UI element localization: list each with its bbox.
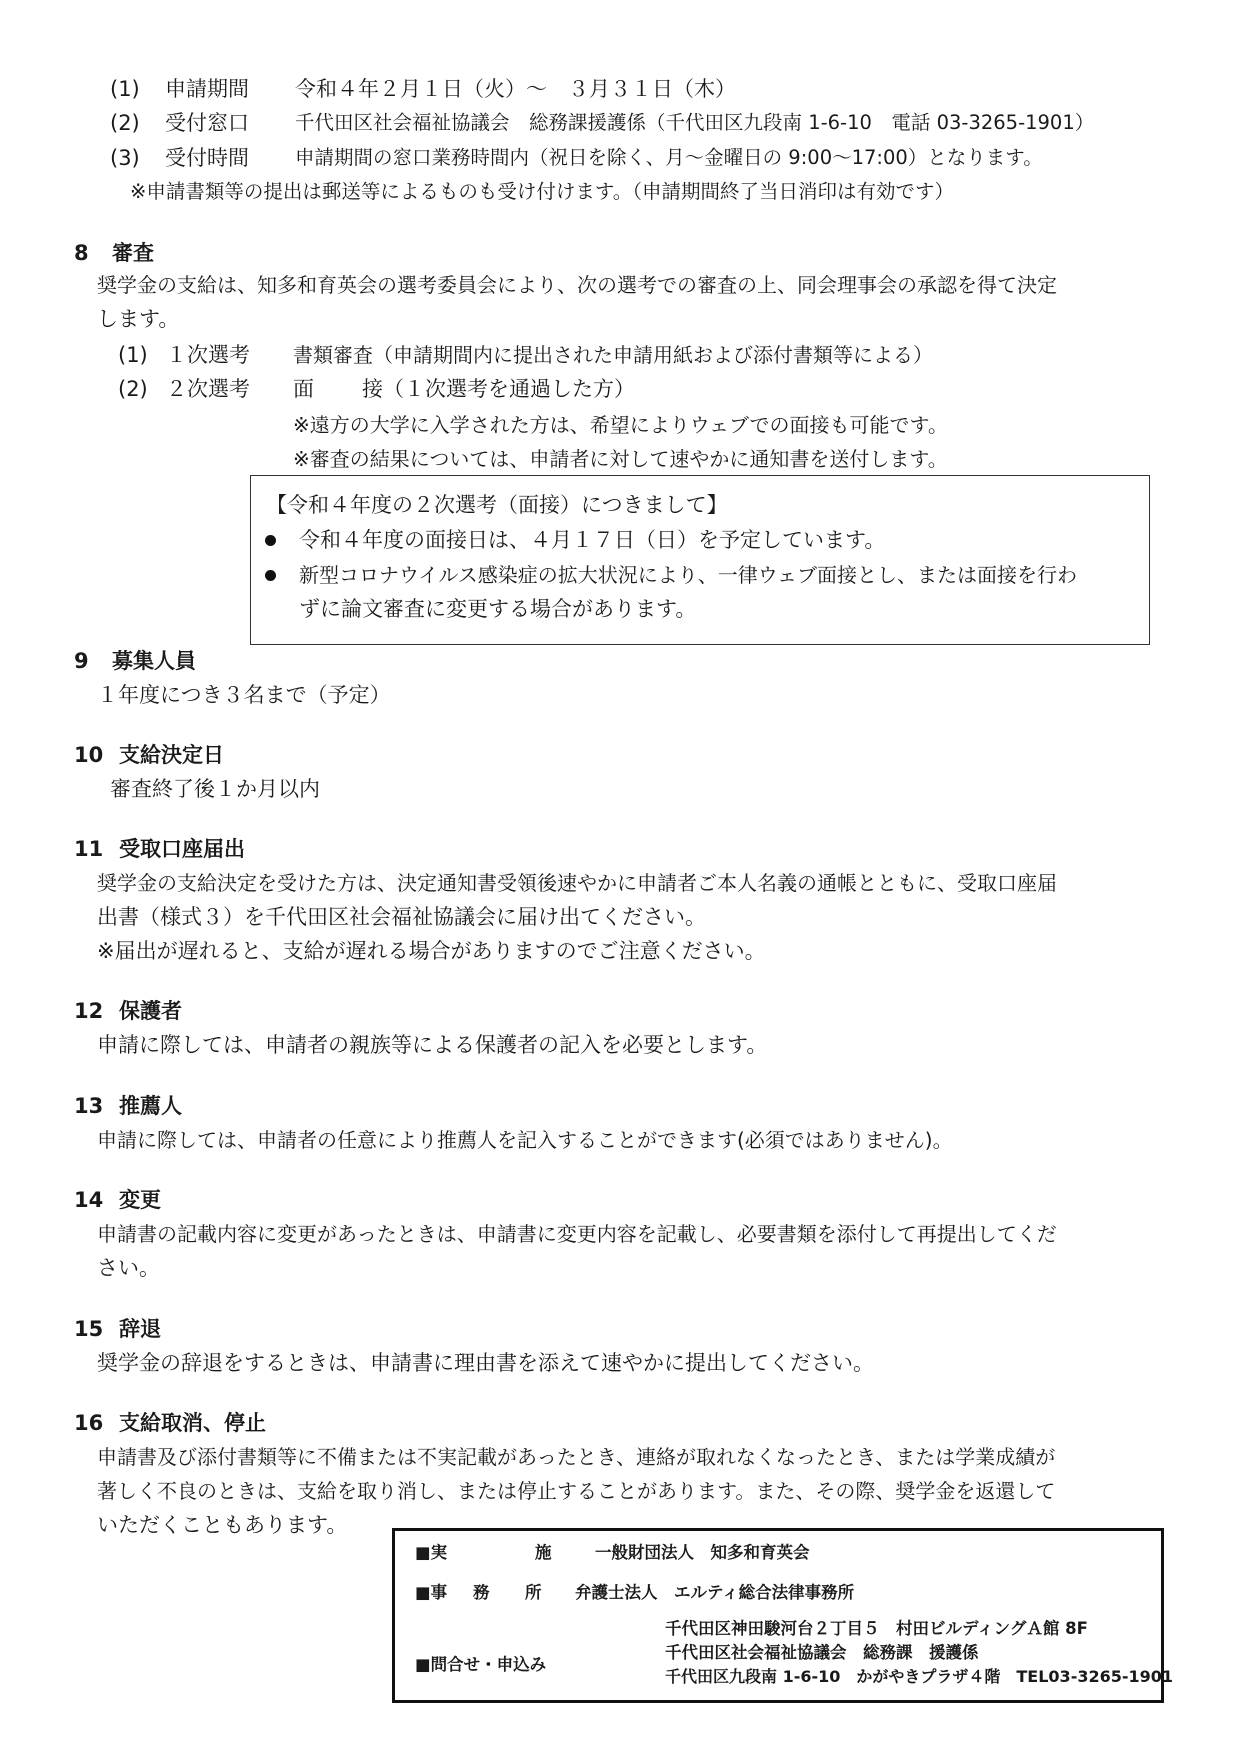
section-number: 8 <box>74 241 89 265</box>
section-16-body-line-3: いただくこともあります。 <box>97 1513 348 1537</box>
application-note: ※申請書類等の提出は郵送等によるものも受け付けます。（申請期間終了当日消印は有効です） <box>130 180 955 203</box>
office-label-b: 務 <box>473 1583 490 1602</box>
section-number: 11 <box>74 837 104 861</box>
section-11-body-line-2: 出書（様式３）を千代田区社会福祉協議会に届け出てください。 <box>97 905 706 929</box>
notice-title: 【令和４年度の２次選考（面接）につきまして】 <box>266 493 728 517</box>
contact-value-1: 千代田区社会福祉協議会 総務課 援護係 <box>665 1643 979 1662</box>
office-label-a: ■事 <box>415 1583 448 1602</box>
section-number: 9 <box>74 649 89 673</box>
section-title: 辞退 <box>119 1317 161 1341</box>
item-number: (2) <box>110 111 140 135</box>
section-title: 審査 <box>112 241 154 265</box>
section-12-body: 申請に際しては、申請者の親族等による保護者の記入を必要とします。 <box>97 1033 768 1057</box>
selection-note-1: ※遠方の大学に入学された方は、希望によりウェブでの面接も可能です。 <box>293 413 948 437</box>
item-number: (3) <box>110 146 140 170</box>
section-number: 12 <box>74 999 104 1023</box>
section-title: 受取口座届出 <box>119 837 245 861</box>
bullet-icon <box>265 535 276 546</box>
item-value-b: 接（１次選考を通過した方） <box>362 377 635 401</box>
office-label-c: 所 <box>525 1583 542 1602</box>
item-label: ２次選考 <box>166 377 250 401</box>
section-title: 推薦人 <box>119 1094 182 1118</box>
item-value: 令和４年２月１日（火）～ ３月３１日（木） <box>295 77 736 101</box>
office-address: 千代田区神田駿河台２丁目５ 村田ビルディングＡ館 8F <box>665 1619 1088 1638</box>
section-title: 保護者 <box>119 999 182 1023</box>
contact-label: ■問合せ・申込み <box>415 1655 547 1674</box>
item-number: (1) <box>118 343 148 367</box>
section-13-body: 申請に際しては、申請者の任意により推薦人を記入することができます(必須ではありません)。 <box>97 1128 953 1152</box>
section-number: 13 <box>74 1094 104 1118</box>
section-title: 支給決定日 <box>119 743 224 767</box>
item-number: (1) <box>110 77 140 101</box>
section-14-body-line-2: さい。 <box>97 1256 160 1280</box>
section-title: 支給取消、停止 <box>119 1411 266 1435</box>
section-15-body: 奨学金の辞退をするときは、申請書に理由書を添えて速やかに提出してください。 <box>97 1351 874 1375</box>
section-11-body-line-1: 奨学金の支給決定を受けた方は、決定通知書受領後速やかに申請者ご本人名義の通帳とともに、受取口座届 <box>97 871 1057 895</box>
section-11-body-line-3: ※届出が遅れると、支給が遅れる場合がありますのでご注意ください。 <box>97 939 766 963</box>
item-label: 受付時間 <box>165 146 249 170</box>
item-label: 受付窓口 <box>165 111 249 135</box>
section-number: 16 <box>74 1411 104 1435</box>
section-title: 変更 <box>119 1188 161 1212</box>
item-value: 千代田区社会福祉協議会 総務課援護係（千代田区九段南 1-6-10 電話 03-3265-1901） <box>295 111 1095 134</box>
section-8-body-line-1: 奨学金の支給は、知多和育英会の選考委員会により、次の選考での審査の上、同会理事会の承認を得て決定 <box>97 273 1057 297</box>
notice-box <box>250 475 1150 645</box>
section-number: 10 <box>74 743 104 767</box>
item-value: 申請期間の窓口業務時間内（祝日を除く、月～金曜日の 9:00～17:00）となります。 <box>295 146 1043 169</box>
section-title: 募集人員 <box>112 649 196 673</box>
item-number: (2) <box>118 377 148 401</box>
section-14-body-line-1: 申請書の記載内容に変更があったときは、申請書に変更内容を記載し、必要書類を添付して再提出してくだ <box>97 1222 1057 1246</box>
implementer-label-a: ■実 <box>415 1543 448 1562</box>
notice-bullet-1: 令和４年度の面接日は、４月１７日（日）を予定しています。 <box>299 528 886 552</box>
contact-info-box <box>392 1528 1174 1703</box>
item-value: 書類審査（申請期間内に提出された申請用紙および添付書類等による） <box>293 343 933 367</box>
bullet-icon <box>265 570 276 581</box>
notice-bullet-2-line-2: ずに論文審査に変更する場合があります。 <box>299 597 697 621</box>
item-label: 申請期間 <box>165 77 249 101</box>
section-number: 15 <box>74 1317 104 1341</box>
section-8-body-line-2: します。 <box>97 307 180 331</box>
section-16-body-line-2: 著しく不良のときは、支給を取り消し、または停止することがあります。また、その際、奨学金を返還して <box>97 1479 1056 1503</box>
implementer-label-b: 施 <box>535 1543 552 1562</box>
section-9-body: １年度につき３名まで（予定） <box>97 683 391 707</box>
selection-note-2: ※審査の結果については、申請者に対して速やかに通知書を送付します。 <box>293 447 948 471</box>
notice-bullet-2-line-1: 新型コロナウイルス感染症の拡大状況により、一律ウェブ面接とし、または面接を行わ <box>299 563 1077 587</box>
office-value: 弁護士法人 エルティ総合法律事務所 <box>575 1583 855 1602</box>
section-number: 14 <box>74 1188 104 1212</box>
implementer-value: 一般財団法人 知多和育英会 <box>595 1543 810 1562</box>
section-10-body: 審査終了後１か月以内 <box>110 777 320 801</box>
contact-value-2: 千代田区九段南 1-6-10 かがやきプラザ４階 TEL03-3265-1901 <box>665 1667 1174 1686</box>
item-value-a: 面 <box>293 377 314 401</box>
section-16-body-line-1: 申請書及び添付書類等に不備または不実記載があったとき、連絡が取れなくなったとき、または学業成績が <box>97 1445 1056 1469</box>
item-label: １次選考 <box>166 343 250 367</box>
